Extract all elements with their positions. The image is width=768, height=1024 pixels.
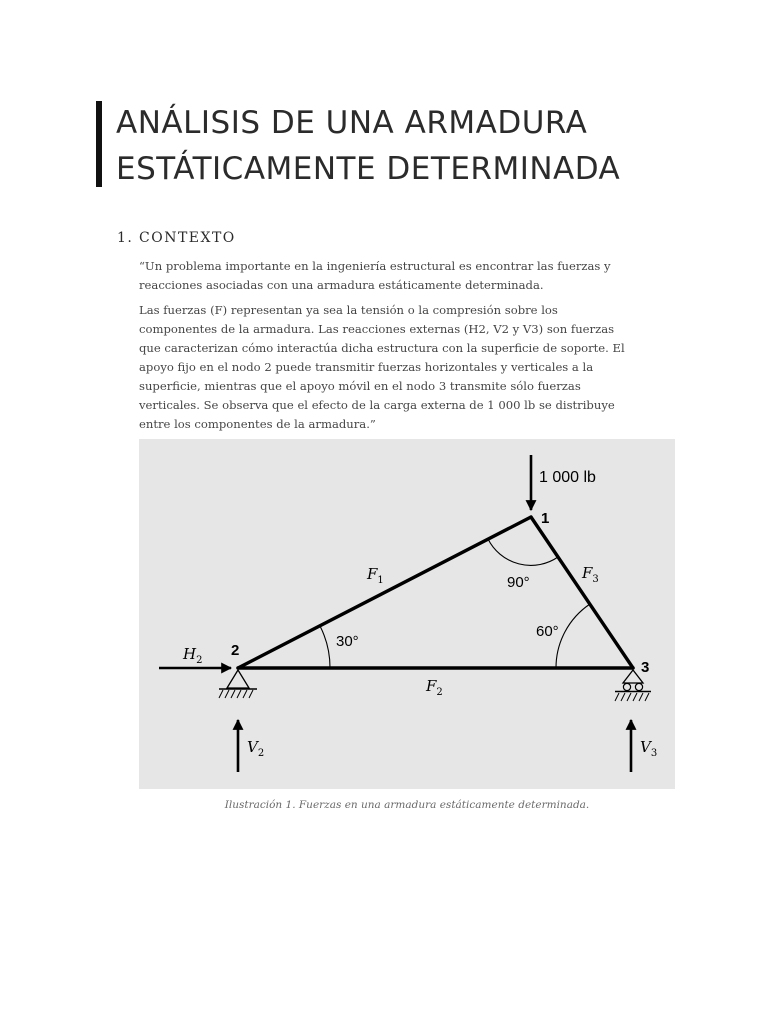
truss-figure — [139, 439, 675, 789]
section-heading — [117, 230, 236, 246]
page-title-line-2: ESTÁTICAMENTE DETERMINADA — [116, 151, 621, 187]
load-label: 1 000 lb — [539, 469, 596, 486]
node-label-2: 2 — [231, 642, 240, 659]
member-label-f1-sub: 1 — [377, 575, 384, 586]
reaction-label-v3-base: V — [640, 738, 651, 756]
angle-label-90: 90° — [507, 574, 530, 591]
angle-label-60: 60° — [536, 623, 559, 640]
truss-diagram — [139, 439, 675, 789]
fixed-support — [219, 670, 257, 698]
member-f3 — [531, 517, 633, 668]
angle-arc-30 — [320, 626, 330, 668]
reaction-label-v3-sub: 3 — [650, 748, 658, 759]
angle-label-30: 30° — [336, 633, 359, 650]
member-label-f1 — [366, 565, 384, 586]
reaction-label-v3 — [640, 738, 657, 759]
member-label-f2-base: F — [426, 677, 437, 695]
reaction-label-h2-sub: 2 — [196, 655, 203, 666]
member-label-f2-sub: 2 — [436, 687, 443, 698]
title-accent-bar — [96, 101, 102, 187]
reaction-label-v2-sub: 2 — [257, 748, 265, 759]
member-f1 — [238, 517, 531, 668]
reaction-label-h2 — [182, 645, 202, 666]
member-label-f1-base: F — [367, 565, 378, 583]
angle-arc-60 — [556, 604, 590, 668]
section-title: CONTEXTO — [139, 230, 236, 246]
paragraph-intro: “Un problema importante en la ingeniería estructural es encontrar las fuerzas y reacciones asociadas con una armadura estáticamente determinada. — [139, 259, 611, 292]
member-label-f3 — [581, 564, 599, 585]
member-label-f2 — [425, 677, 443, 698]
node-label-3: 3 — [641, 659, 650, 676]
member-label-f3-base: F — [582, 564, 593, 582]
paragraph-forces: Las fuerzas (F) representan ya sea la tensión o la compresión sobre los componentes de la armadura. Las reacciones externas (H2, V2 y V3) son fuerzas que caracterizan cómo interactúa dicha estructura con la superficie de soporte. El apoyo fijo en el nodo 2 puede transmitir fuerzas horizontales y verticales a la superficie, mientras que el apoyo móvil en el nodo 3 transmite sólo fuerzas verticales. Se observa que el efecto de la carga externa de 1 000 lb se distribuye entre los componentes de la armadura.” — [139, 303, 625, 431]
member-label-f3-sub: 3 — [592, 574, 599, 585]
section-number: 1. — [117, 230, 134, 246]
page-title-line-1: ANÁLISIS DE UNA ARMADURA — [116, 105, 588, 141]
page-title — [116, 100, 736, 192]
reaction-label-h2-base: H — [183, 645, 197, 663]
node-label-1: 1 — [541, 510, 550, 527]
reaction-label-v2 — [247, 738, 264, 759]
figure-caption: Ilustración 1. Fuerzas en una armadura estáticamente determinada. — [224, 799, 590, 811]
reaction-label-v2-base: V — [247, 738, 258, 756]
